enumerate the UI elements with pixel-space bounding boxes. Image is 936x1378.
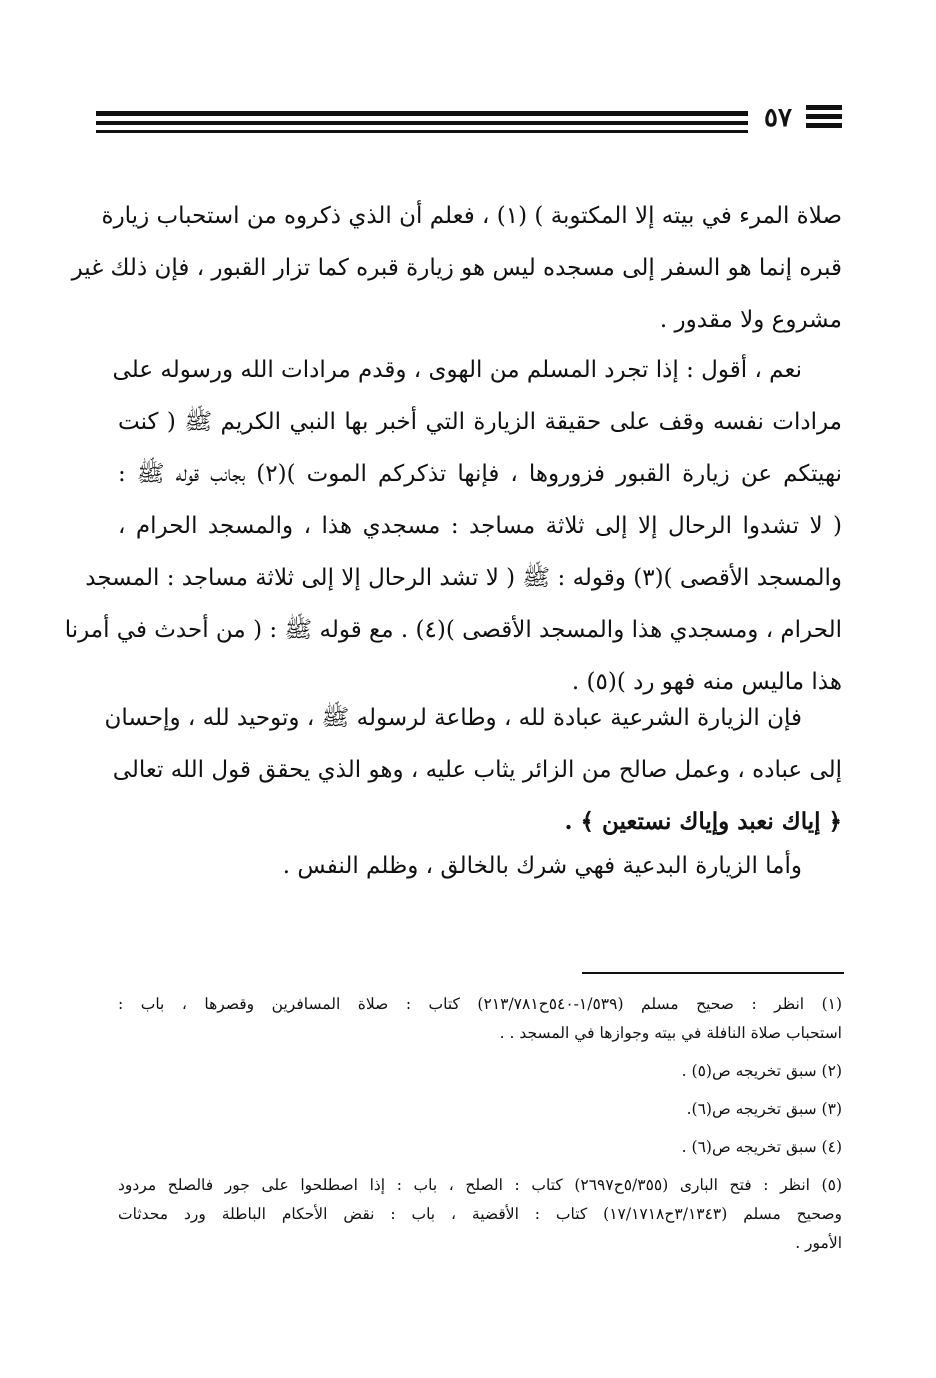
header-rule-middle [96,121,748,125]
quran-verse-line: ﴿ إياك نعبد وإياك نستعين ﴾ . [564,808,842,835]
paragraph-1 [71,190,842,346]
text-line: قبره إنما هو السفر إلى مسجده ليس هو زيارة قبره كما تزار القبور ، فإن ذلك غير [71,255,842,281]
text-line: مرادات نفسه وقف على حقيقة الزيارة التي أخبر بها النبي الكريم ﷺ ( كنت [118,409,842,435]
header-rule-thick [96,111,748,116]
text-line: إلى عباده ، وعمل صالح من الزائر يثاب عليه ، وهو الذي يحقق قول الله تعالى [112,757,842,783]
text-line: فإن الزيارة الشرعية عبادة لله ، وطاعة لرسوله ﷺ ، وتوحيد لله ، وإحسان [104,705,802,731]
footnote-4: (٤) سبق تخريجه ص(٦) . [681,1138,842,1156]
footnote-2: (٢) سبق تخريجه ص(٥) . [681,1062,842,1080]
paragraph-3 [104,692,842,848]
footnotes [118,990,842,1258]
text-line: هذا ماليس منه فهو رد )(٥) . [571,669,842,695]
footnote-5-line: وصحيح مسلم (٣/١٣٤٣ح١٧/١٧١٨) كتاب : الأقضية ، باب : نقض الأحكام الباطلة ورد محدثات [118,1205,843,1223]
text-line: والمسجد الأقصى )(٣) وقوله : ﷺ ( لا تشد الرحال إلا إلى ثلاثة مساجد : المسجد [85,565,842,591]
paragraph-2 [64,344,842,708]
text-line: صلاة المرء في بيته إلا المكتوبة ) (١) ، فعلم أن الذي ذكروه من استحباب زيارة [101,203,842,229]
header-rule-right-middle [806,114,842,119]
text-line: الحرام ، ومسجدي هذا والمسجد الأقصى )(٤) . مع قوله ﷺ : ( من أحدث في أمرنا [64,617,842,643]
header-rule-right-top [806,105,842,110]
footnote-separator [582,972,844,974]
footnote-5-line: الأمور . [795,1234,842,1252]
header-rule-right-bottom [806,123,842,128]
footnote-3: (٣) سبق تخريجه ص(٦). [686,1100,842,1118]
text-line: وأما الزيارة البدعية فهي شرك بالخالق ، وظلم النفس . [282,853,802,879]
footnote-5-line: (٥) انظر : فتح البارى (٥/٣٥٥ح٢٦٩٧) كتاب : الصلح ، باب : إذا اصطلحوا على جور فالصلح مردود [118,1176,842,1194]
footnote-1-line: استحباب صلاة النافلة في بيته وجوازها في المسجد . . [499,1024,842,1042]
text-line: مشروع ولا مقدور . [659,307,842,333]
header-rule-thin [96,130,748,133]
footnote-1-line: (١) انظر : صحيح مسلم (١/٥٣٩-٥٤٠ح٢١٣/٧٨١) كتاب : صلاة المسافرين وقصرها ، باب : [118,995,843,1013]
text-line: نهيتكم عن زيارة القبور فزوروها ، فإنها تذكركم الموت )(٢) بجانب قوله ﷺ : [118,461,842,487]
page-number: ٥٧ [764,103,792,133]
paragraph-4 [118,840,842,892]
text-line: نعم ، أقول : إذا تجرد المسلم من الهوى ، وقدم مرادات الله ورسوله على [112,357,802,383]
text-line: ( لا تشدوا الرحال إلا إلى ثلاثة مساجد : مسجدي هذا ، والمسجد الحرام ، [118,513,842,539]
